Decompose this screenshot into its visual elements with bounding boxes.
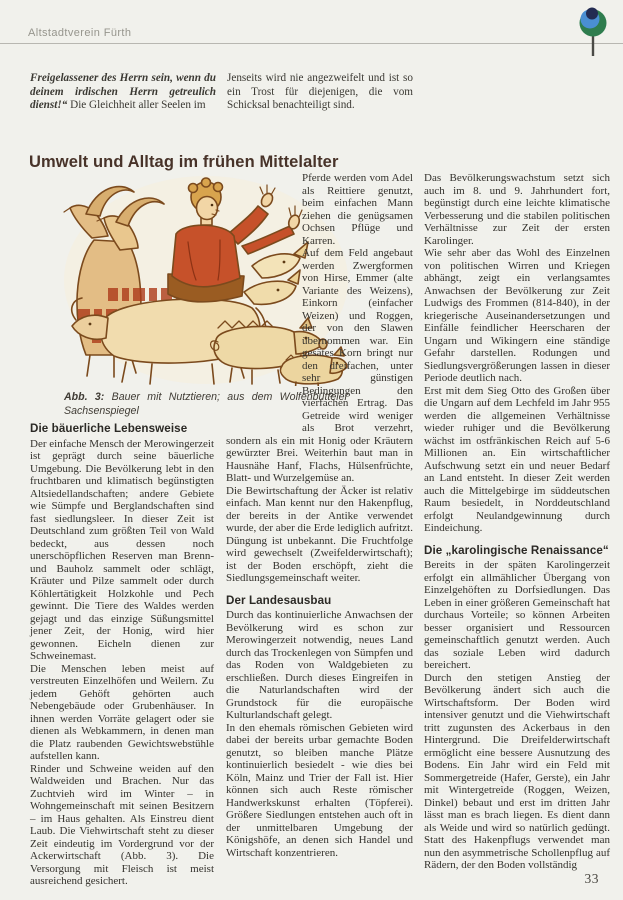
- figure-caption-text: Bauer mit Nutztieren; aus dem Wolfenbütteler Sachsenspiegel: [64, 391, 348, 417]
- header-rule: [0, 43, 623, 44]
- intro-quote-col1: [30, 72, 216, 113]
- body-paragraph: Durch das kontinuierliche Anwachsen der Bevölkerung wird es schon zur Merowingerzeit notwendig, neues Land durch das Trockenlegen von Sümpfen und das Roden von Waldgebieten zu erschließen. Durch dieses Eingreifen in die Naturlandschaften wird der Grundstock für die europäische Kulturlandschaft gelegt.: [226, 609, 413, 721]
- column-right: [424, 172, 610, 872]
- body-paragraph: Der einfache Mensch der Merowingerzeit ist geprägt durch seine bäuerliche Umgebung. Die Bevölkerung lebt in den fruchtbaren und klimatisch begünstigten Altsiedellandschaften; andere Gebiete wie Sümpfe und Berglandschaften sind fast siedlungsleer. In dieser Zeit ist Deutschland zum größten Teil von Wald bedeckt, aus dessen noch unerschöpflichen Reserven man Brenn- und Bauholz sammelt oder schlägt, Kräuter und Pilze sammelt oder durch Köhlertätigkeit Holzkohle und Pech gewinnt. Die Tiere des Waldes werden gejagt und das einzige Süßungsmittel jener Zeit, der Honig, wird hier gewonnen. Eicheln dienen zur Schweinemast.: [30, 437, 214, 662]
- body-paragraph: Pferde werden vom Adel als Reittiere genutzt, beim einfachen Mann ziehen die genügsamen Ochsen Pflüge und Karren.: [302, 172, 413, 247]
- section-heading-lebensweise: Die bäuerliche Lebensweise: [30, 422, 188, 435]
- body-paragraph: Rinder und Schweine weiden auf den Waldweiden und Brachen. Nur das Zuchtvieh wird im Winter – in Wohngemeinschaft mit seinen Besitzern – im Haus gehalten. Als Einstreu dient Laub. Die Viehwirtschaft steht zu dieser Zeit eindeutig im Vordergrund vor der Ackerwirtschaft (Abb. 3). Die Versorgung mit Fleisch ist meist ausreichend gesichert.: [30, 762, 214, 887]
- intro-quote-col2: Jenseits wird nie angezweifelt und ist so ein Trost für diejenigen, die vom Schicksal benachteiligt sind.: [227, 72, 413, 112]
- body-paragraph: Die Menschen leben meist auf verstreuten Einzelhöfen und Weilern. Zu jedem Gehöft gehörten auch Nebengebäude oder Grubenhäuser. In ihnen werden Vorräte gelagert oder sie dienen als Webkammern, in denen man die Platz raubenden Gewichtswebstühle aufstellen kann.: [30, 662, 214, 762]
- body-paragraph: Das Bevölkerungswachstum setzt sich auch im 8. und 9. Jahrhundert fort, begünstigt durch eine leichte klimatische Verbesserung und die stabilen politischen Verhältnisse zur Zeit der ersten Karolinger.: [424, 172, 610, 247]
- column-middle: [226, 172, 413, 859]
- body-paragraph: Bereits in der späten Karolingerzeit erfolgt ein allmählicher Übergang von Einzelgehöften zu Dorfsiedlungen. Das Leben in einer größeren Gemeinschaft hat durchaus Vorteile; so können Arbeiten besser organisiert und Ressourcen gemeinschaftlich genutzt werden. Auch das soziale Leben wird dadurch bereichert.: [424, 559, 610, 671]
- article-title: Umwelt und Alltag im frühen Mittelalter: [29, 153, 339, 172]
- body-paragraph: In den ehemals römischen Gebieten wird dabei der bereits urbar gemachte Boden genutzt, so bleiben manche Plätze kontinuierlich besiedelt - wie dies bei Köln, Mainz und Trier der Fall ist. Hier können sich auch Reste römischer Handwerkskunst erhalten (Töpferei). Größere Siedlungen entstehen auch oft in der unmittelbaren Umgebung der Königshöfe, an denen sich Handel und Wirtschaft konzentrieren.: [226, 721, 413, 859]
- quote-text: Freigelassener des Herrn sein, wenn du deinem irdischen Herrn getreulich dienst!“: [30, 72, 216, 112]
- figure-caption-label: Abb. 3:: [64, 391, 105, 403]
- header-brand-label: Altstadtverein Fürth: [28, 27, 132, 39]
- section-heading-renaissance: Die „karolingische Renaissance“: [424, 543, 609, 557]
- body-paragraph: Erst mit dem Sieg Otto des Großen über die Ungarn auf dem Lechfeld im Jahr 955 werden die allgemeinen Verhältnisse wieder ruhiger und die Bevölkerung wächst im ostfränkischen Reich auf 5-6 Millionen an. Ein wirtschaftlicher Aufschwung setzt ein und neuer Bedarf an Land entsteht. In dieser Zeit werden auch die Mittelgebirge im süddeutschen Raum besiedelt, in Norddeutschland erfolgt Neulandgewinnung durch Eindeichung.: [424, 384, 610, 534]
- body-paragraph: Wie sehr aber das Wohl des Einzelnen von politischen Wirren und Kriegen abhängt, zeigt ein verlangsamtes Anwachsen der Bevölkerung zur Zeit Ludwigs des Frommen (814-840), in der kriegerische Auseinandersetzungen und Einfälle feindlicher Heerscharen der Ungarn und Wikingern eine ständige Gefahr darstellen. Rodungen und Siedlungsvergrößerungen lassen in dieser Periode deutlich nach.: [424, 247, 610, 384]
- page-number: 33: [584, 871, 599, 886]
- body-paragraph: Durch den stetigen Anstieg der Bevölkerung ändert sich auch die Wirtschaftsform. Der Boden wird intensiver genutzt und die Viehwirtschaft tritt zugunsten des Ackerbaus in den Hintergrund. Die Dreifelderwirtschaft ermöglicht eine bessere Ausnutzung des Bodens. Ein Jahr wird ein Feld mit Sommergetreide (Hafer, Gerste), ein Jahr mit Wintergetreide (Roggen, Weizen, Dinkel) bebaut und erst im dritten Jahr lässt man es brach liegen. Es dient dann als Weide und wird so natürlich gedüngt. Statt des Hakenpflugs verwendet man nun den asymmetrische Schollenpflug auf Rädern, der den Boden vollständig: [424, 671, 610, 871]
- body-paragraph: Auf dem Feld angebaut werden Zwergformen von Hirse, Emmer (alte Variante des Weizens), Einkorn (einfacher Weizen) und Roggen, der von den Slawen übernommen war. Ein gesätes Korn bringt nur den dreifachen, unter sehr günstigen Bedingungen den vierfachen Ertrag. Das Getreide wird weniger als Brot verzehrt, sondern als ein mit Honig oder Kräutern gewürzter Brei. Weiterhin baut man in Hausnähe Hanf, Flachs, Hülsenfrüchte, Blatt- und Wurzelgemüse an.: [226, 247, 413, 484]
- altstadtverein-logo-icon: [570, 2, 616, 60]
- quote-continuation: Die Gleichheit aller Seelen im: [67, 99, 206, 112]
- column-left: [30, 423, 214, 888]
- body-paragraph: Die Bewirtschaftung der Äcker ist relativ einfach. Man kennt nur den Hakenpflug, der bereits in der Antike verwendet wurde, der aber die Erde lediglich aufritzt. Düngung ist unbekannt. Die Fruchtfolge wird gewechselt (Zweifelderwirtschaft); ist der Boden erschöpft, zieht die Siedlungsgemeinschaft weiter.: [226, 484, 413, 584]
- figure-wrap-spacer: [226, 172, 302, 424]
- section-heading-landesausbau: Der Landesausbau: [226, 593, 332, 607]
